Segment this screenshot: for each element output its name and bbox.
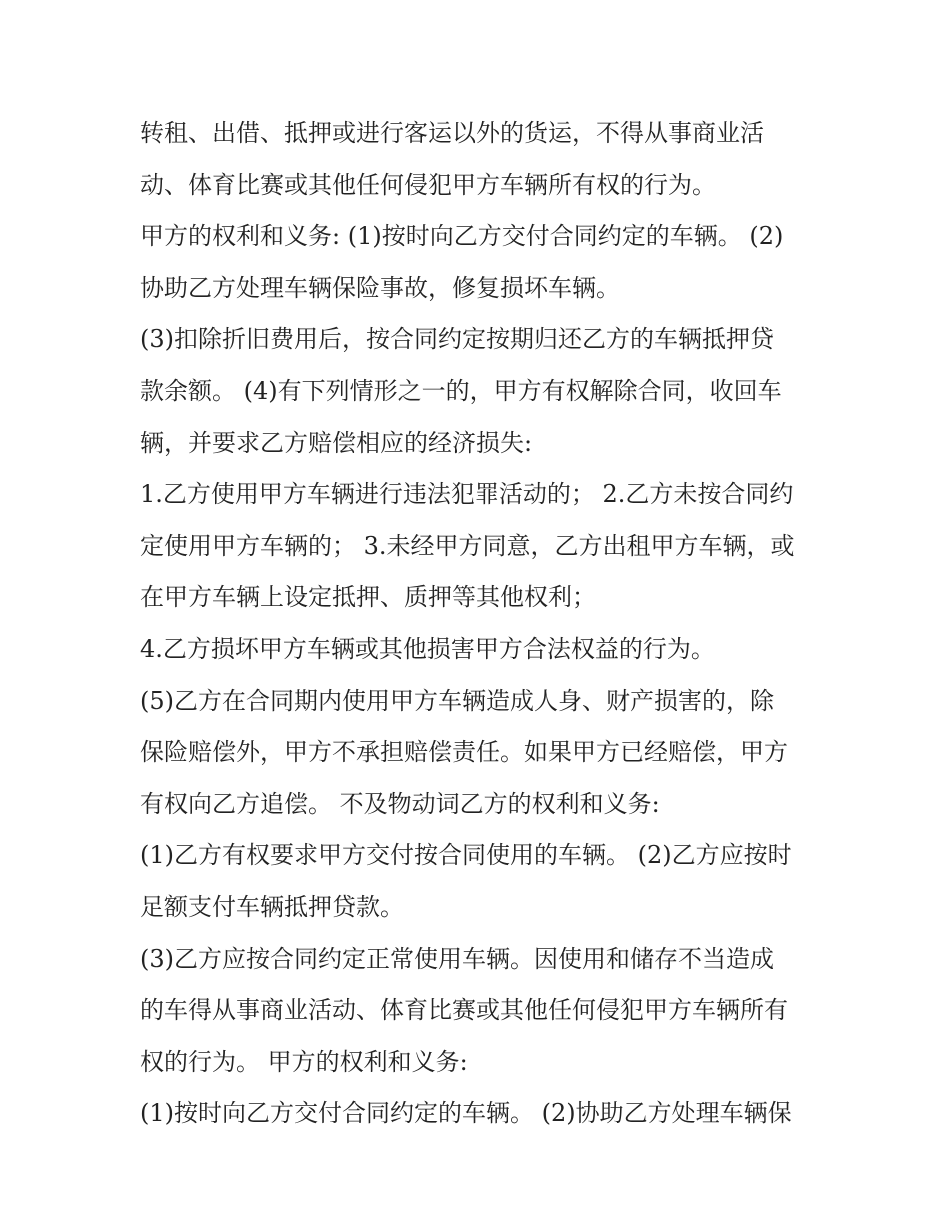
text-line: (1)乙方有权要求甲方交付按合同使用的车辆。 (2)乙方应按时 [140,841,792,870]
text-line: 辆，并要求乙方赔偿相应的经济损失: [140,428,533,457]
text-line: (1)按时向乙方交付合同约定的车辆。 (2)协助乙方处理车辆保 [140,1099,792,1128]
text-line: 1.乙方使用甲方车辆进行违法犯罪活动的； 2.乙方未按合同约 [140,480,794,509]
text-line: 定使用甲方车辆的； 3.未经甲方同意，乙方出租甲方车辆，或 [140,531,795,560]
text-line: (3)扣除折旧费用后，按合同约定按期归还乙方的车辆抵押贷 [140,325,774,354]
text-line: 甲方的权利和义务: (1)按时向乙方交付合同约定的车辆。 (2) [140,222,784,251]
text-line: 的车得从事商业活动、体育比赛或其他任何侵犯甲方车辆所有 [140,996,788,1025]
text-line: 足额支付车辆抵押贷款。 [140,892,404,921]
text-line: 4.乙方损坏甲方车辆或其他损害甲方合法权益的行为。 [140,634,715,663]
text-line: 协助乙方处理车辆保险事故，修复损坏车辆。 [140,273,620,302]
text-line: 动、体育比赛或其他任何侵犯甲方车辆所有权的行为。 [140,170,716,199]
text-line: 转租、出借、抵押或进行客运以外的货运，不得从事商业活 [140,119,764,147]
text-line: (5)乙方在合同期内使用甲方车辆造成人身、财产损害的，除 [140,686,774,715]
document-body [140,108,830,1140]
text-line: (3)乙方应按合同约定正常使用车辆。因使用和储存不当造成 [140,944,774,973]
text-line: 款余额。 (4)有下列情形之一的，甲方有权解除合同，收回车 [140,376,782,405]
text-line: 在甲方车辆上设定抵押、质押等其他权利； [140,583,596,612]
text-line: 有权向乙方追偿。 不及物动词乙方的权利和义务: [140,789,660,818]
text-line: 保险赔偿外，甲方不承担赔偿责任。如果甲方已经赔偿，甲方 [140,738,788,767]
text-line: 权的行为。 甲方的权利和义务: [140,1047,468,1076]
